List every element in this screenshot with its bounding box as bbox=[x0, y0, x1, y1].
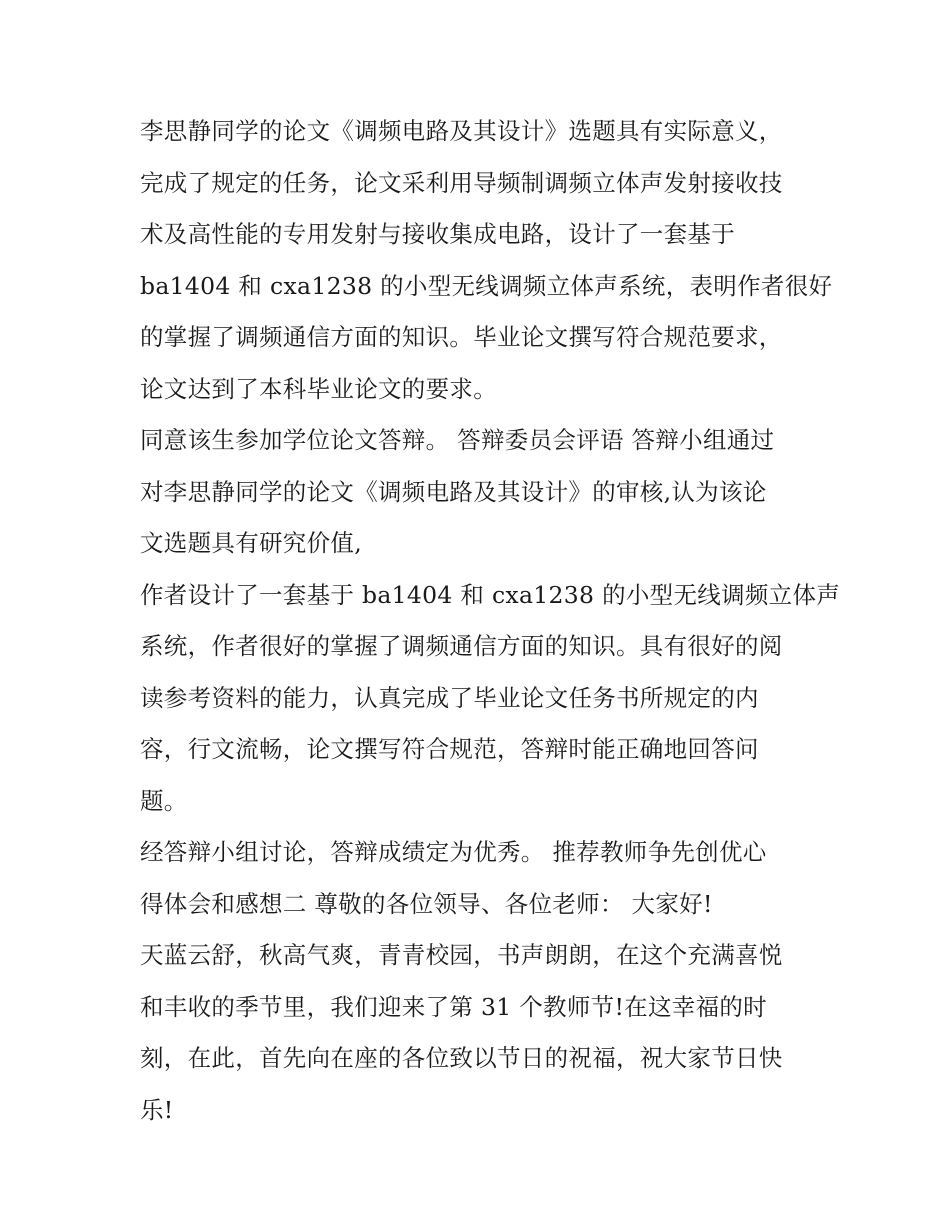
text-line: 乐! bbox=[140, 1095, 174, 1124]
text-line: 题。 bbox=[140, 786, 188, 815]
text-line: 的掌握了调频通信方面的知识。毕业论文撰写符合规范要求， bbox=[140, 323, 783, 351]
text-line: 同意该生参加学位论文答辩。 答辩委员会评语 答辩小组通过 bbox=[140, 426, 775, 454]
text-line: 天蓝云舒，秋高气爽，青青校园，书声朗朗，在这个充满喜悦 bbox=[140, 941, 783, 969]
paragraph-author-design bbox=[140, 570, 841, 828]
text-line: 和丰收的季节里，我们迎来了第 31 个教师节!在这幸福的时 bbox=[140, 992, 767, 1021]
text-line: 得体会和感想二 尊敬的各位领导、各位老师： 大家好! bbox=[140, 889, 713, 918]
text-line: ba1404 和 cxa1238 的小型无线调频立体声系统，表明作者很好 bbox=[140, 271, 833, 300]
text-line: 对李思静同学的论文《调频电路及其设计》的审核,认为该论 bbox=[140, 477, 767, 506]
text-line: 作者设计了一套基于 ba1404 和 cxa1238 的小型无线调频立体声 bbox=[140, 580, 841, 609]
text-line: 李思静同学的论文《调频电路及其设计》选题具有实际意义， bbox=[140, 117, 783, 145]
text-line: 文选题具有研究价值, bbox=[140, 529, 362, 557]
paragraph-teachers-day bbox=[140, 930, 820, 1136]
document-body bbox=[140, 106, 841, 1136]
paragraph-evaluation bbox=[140, 106, 833, 415]
text-line: 术及高性能的专用发射与接收集成电路，设计了一套基于 bbox=[140, 220, 735, 248]
text-line: 论文达到了本科毕业论文的要求。 bbox=[140, 374, 497, 403]
text-line: 刻，在此，首先向在座的各位致以节日的祝福，祝大家节日快 bbox=[140, 1044, 783, 1072]
text-line: 经答辩小组讨论，答辩成绩定为优秀。 推荐教师争先创优心 bbox=[140, 838, 767, 866]
text-line: 系统，作者很好的掌握了调频通信方面的知识。具有很好的阅 bbox=[140, 632, 783, 660]
text-line: 读参考资料的能力，认真完成了毕业论文任务书所规定的内 bbox=[140, 683, 759, 712]
text-line: 容，行文流畅，论文撰写符合规范，答辩时能正确地回答问 bbox=[140, 735, 759, 763]
paragraph-defense-result bbox=[140, 827, 820, 930]
text-line: 完成了规定的任务，论文采利用导频制调频立体声发射接收技 bbox=[140, 168, 783, 197]
paragraph-committee-review bbox=[140, 415, 820, 570]
